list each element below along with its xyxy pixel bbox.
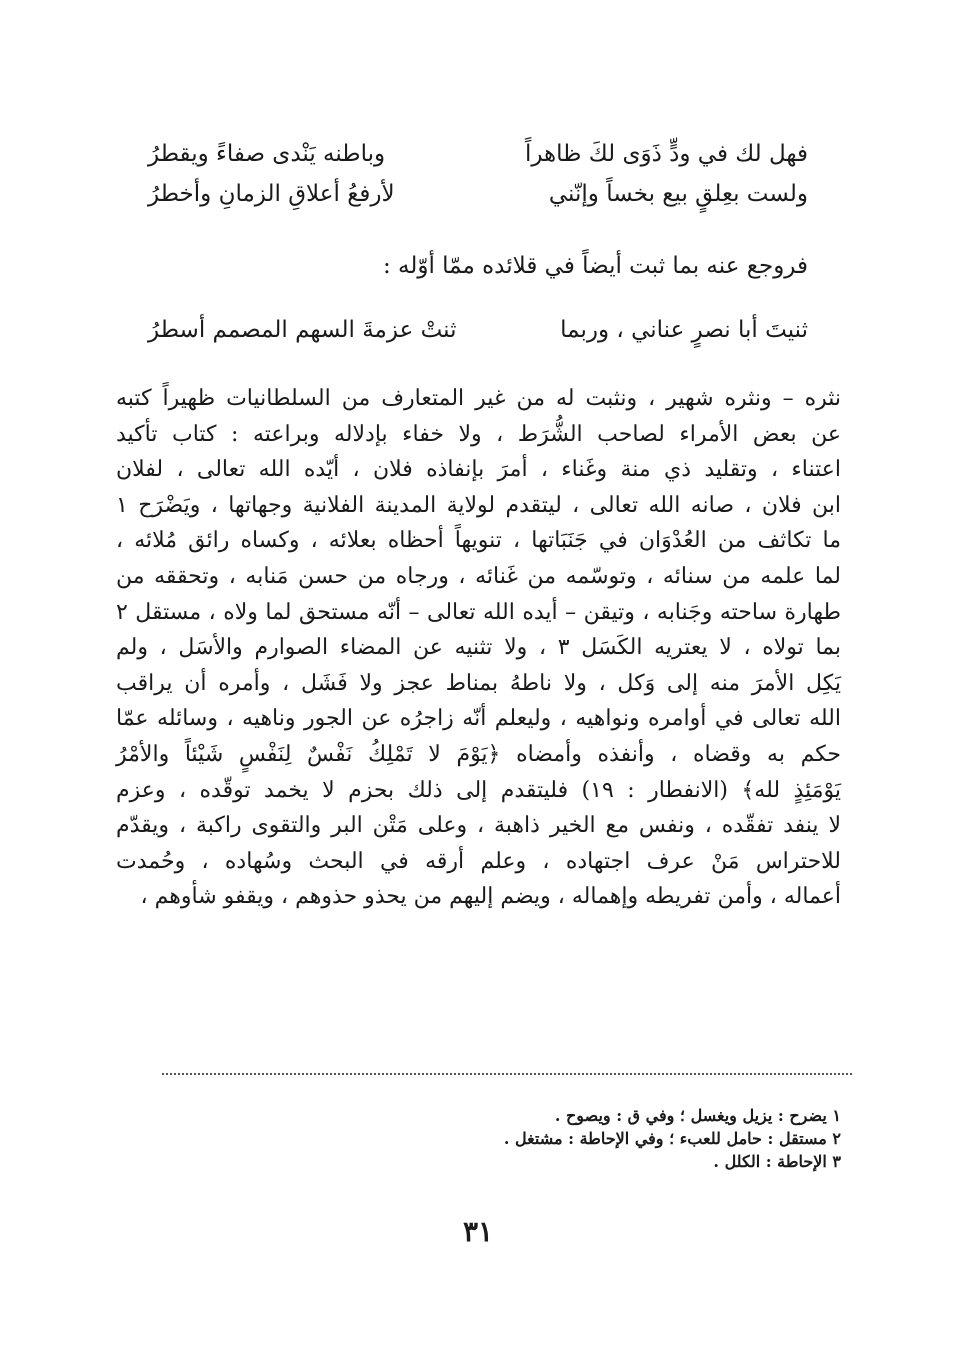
verse-first-hemistich: فهل لك في ودٍّ ذَوَى لكَ ظاهراً (524, 141, 808, 167)
verse-line (148, 137, 808, 171)
verse-second-hemistich: ثنتْ عزمةَ السهم المصمم أسطرُ (148, 317, 457, 343)
prose-line: ابن فلان ، صانه الله تعالى ، ليتقدم لولاية المدينة الفلانية وجهاتها ، ويَضْرَح ١ (116, 492, 841, 518)
verse-second-hemistich: لأرفعُ أعلاقِ الزمانِ وأخطرُ (148, 181, 395, 207)
prose-paragraph (116, 381, 841, 915)
intro-line: فروجع عنه بما ثبت أيضاً في قلائده ممّا أوّله : (382, 253, 808, 279)
prose-line: أعماله ، وأمن تفريطه وإهماله ، ويضم إليهم من يحذو حذوهم ، ويقفو شأوهم ، (140, 884, 841, 910)
verse-first-hemistich: ثنيتَ أبا نصرٍ عناني ، وربما (560, 317, 808, 343)
verse-line (148, 177, 808, 211)
footnote: ١ يضرح : يزيل ويغسل ؛ وفي ق : ويصوح . (554, 1106, 841, 1125)
footnote: ٢ مستقل : حامل للعبء ؛ وفي الإحاطة : مشتغل . (503, 1129, 841, 1148)
prose-line: ما تكاثف من العُدْوَان في جَنَبَاتها ، تنويهاً أحظاه بعلائه ، وكساه رائق مُلائه ، (116, 528, 841, 554)
prose-line: لا ينفد تفقّده ، ونفس مع الخير ذاهبة ، وعلى مَتْن البر والتقوى راكبة ، ويقدّم (116, 813, 841, 839)
page-number: ٣١ (462, 1215, 494, 1248)
footnotes (341, 1104, 841, 1173)
footnote-separator (162, 1073, 852, 1075)
prose-line: طهارة ساحته وجَنابه ، وتيقن – أيده الله تعالى – أنّه مستحق لما ولاه ، مستقل ٢ (116, 599, 841, 625)
prose-line: للاحتراس مَنْ عرف اجتهاده ، وعلم أرقه في البحث وسُهاده ، وحُمدت (116, 848, 841, 874)
prose-line: عن بعض الأمراء لصاحب الشُّرَط ، ولا خفاء بإدلاله وبراعته : كتاب تأكيد (116, 421, 841, 447)
prose-line: نثره – ونثره شهير ، ونثبت له من غير المتعارف من السلطانيات ظهيراً كتبه (116, 386, 841, 411)
prose-line: بما تولاه ، لا يعتريه الكَسَل ٣ ، ولا تثنيه عن المضاء الصوارم والأسَل ، ولم (116, 635, 841, 661)
verse-first-hemistich: ولست بعِلقٍ بيع بخساً وإنّني (548, 181, 808, 207)
prose-line: حكم به وقضاه ، وأنفذه وأمضاه ﴿يَوْمَ لا تَمْلِكُ نَفْسٌ لِنَفْسٍ شَيْئاً والأمْرُ (116, 741, 841, 767)
prose-line: لما علمه من سنائه ، وتوسّمه من غَنائه ، ورجاه من حسن مَنابه ، وتحققه من (116, 563, 841, 589)
footnote: ٣ الإحاطة : الكلل . (713, 1152, 841, 1171)
verse-second-hemistich: وباطنه يَنْدى صفاءً ويقطرُ (148, 141, 386, 167)
prose-line: اعتناء ، وتقليد ذي منة وغَناء ، أمرَ بإنفاذه فلان ، أيّده الله تعالى ، لفلان (116, 457, 841, 483)
prose-line: الله تعالى في أوامره ونواهيه ، وليعلم أنّه زاجرُه عن الجور وناهيه ، وسائله عمّا (116, 706, 841, 732)
verse-line (148, 313, 808, 347)
prose-line: يَكِل الأمرَ منه إلى وَكل ، ولا ناطهُ بمناط عجز ولا فَشَل ، وأمره أن يراقب (116, 670, 841, 696)
prose-line: يَوْمَئِذٍ لله﴾ (الانفطار : ١٩) فليتقدم إلى ذلك بحزم لا يخمد توقّده ، وعزم (116, 777, 841, 803)
